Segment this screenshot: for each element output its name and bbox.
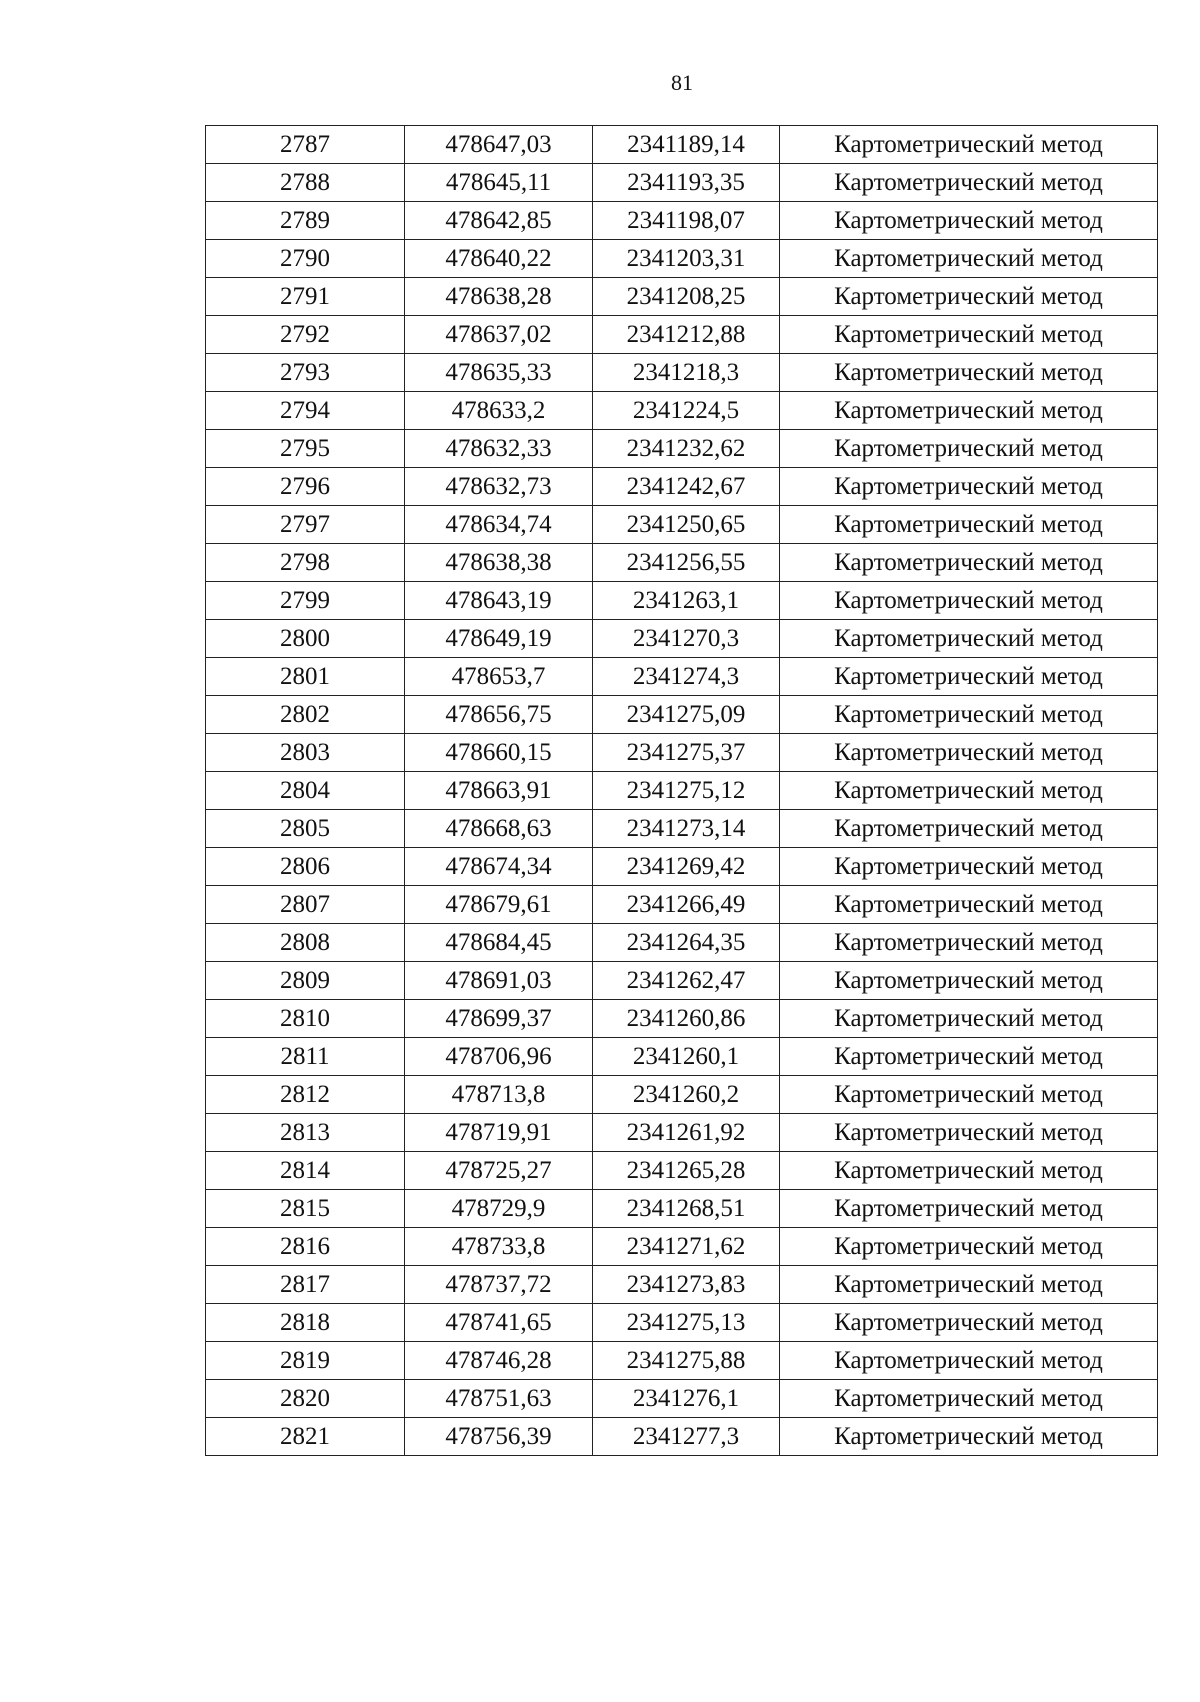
- method-cell: Картометрический метод: [780, 734, 1158, 772]
- y-coordinate-cell: 2341264,35: [593, 924, 780, 962]
- table-row: [206, 886, 1158, 924]
- x-coordinate-cell: 478699,37: [405, 1000, 593, 1038]
- x-coordinate-cell: 478660,15: [405, 734, 593, 772]
- table-row: [206, 1190, 1158, 1228]
- method-cell: Картометрический метод: [780, 1038, 1158, 1076]
- x-coordinate-cell: 478751,63: [405, 1380, 593, 1418]
- y-coordinate-cell: 2341274,3: [593, 658, 780, 696]
- table-row: [206, 1114, 1158, 1152]
- x-coordinate-cell: 478635,33: [405, 354, 593, 392]
- point-number-cell: 2800: [206, 620, 405, 658]
- y-coordinate-cell: 2341275,12: [593, 772, 780, 810]
- y-coordinate-cell: 2341269,42: [593, 848, 780, 886]
- method-cell: Картометрический метод: [780, 1152, 1158, 1190]
- y-coordinate-cell: 2341261,92: [593, 1114, 780, 1152]
- x-coordinate-cell: 478741,65: [405, 1304, 593, 1342]
- y-coordinate-cell: 2341268,51: [593, 1190, 780, 1228]
- method-cell: Картометрический метод: [780, 506, 1158, 544]
- point-number-cell: 2794: [206, 392, 405, 430]
- x-coordinate-cell: 478679,61: [405, 886, 593, 924]
- table-row: [206, 506, 1158, 544]
- x-coordinate-cell: 478647,03: [405, 126, 593, 164]
- table-row: [206, 392, 1158, 430]
- y-coordinate-cell: 2341218,3: [593, 354, 780, 392]
- method-cell: Картометрический метод: [780, 620, 1158, 658]
- point-number-cell: 2820: [206, 1380, 405, 1418]
- point-number-cell: 2804: [206, 772, 405, 810]
- method-cell: Картометрический метод: [780, 164, 1158, 202]
- x-coordinate-cell: 478637,02: [405, 316, 593, 354]
- y-coordinate-cell: 2341265,28: [593, 1152, 780, 1190]
- method-cell: Картометрический метод: [780, 810, 1158, 848]
- x-coordinate-cell: 478756,39: [405, 1418, 593, 1456]
- point-number-cell: 2795: [206, 430, 405, 468]
- method-cell: Картометрический метод: [780, 696, 1158, 734]
- table-row: [206, 924, 1158, 962]
- method-cell: Картометрический метод: [780, 354, 1158, 392]
- table-row: [206, 1266, 1158, 1304]
- x-coordinate-cell: 478649,19: [405, 620, 593, 658]
- x-coordinate-cell: 478638,28: [405, 278, 593, 316]
- x-coordinate-cell: 478737,72: [405, 1266, 593, 1304]
- method-cell: Картометрический метод: [780, 1342, 1158, 1380]
- table-row: [206, 430, 1158, 468]
- y-coordinate-cell: 2341189,14: [593, 126, 780, 164]
- point-number-cell: 2787: [206, 126, 405, 164]
- method-cell: Картометрический метод: [780, 886, 1158, 924]
- y-coordinate-cell: 2341224,5: [593, 392, 780, 430]
- x-coordinate-cell: 478640,22: [405, 240, 593, 278]
- method-cell: Картометрический метод: [780, 468, 1158, 506]
- table-row: [206, 278, 1158, 316]
- x-coordinate-cell: 478729,9: [405, 1190, 593, 1228]
- point-number-cell: 2821: [206, 1418, 405, 1456]
- x-coordinate-cell: 478638,38: [405, 544, 593, 582]
- y-coordinate-cell: 2341276,1: [593, 1380, 780, 1418]
- method-cell: Картометрический метод: [780, 202, 1158, 240]
- x-coordinate-cell: 478725,27: [405, 1152, 593, 1190]
- table-row: [206, 354, 1158, 392]
- y-coordinate-cell: 2341260,1: [593, 1038, 780, 1076]
- method-cell: Картометрический метод: [780, 1190, 1158, 1228]
- point-number-cell: 2807: [206, 886, 405, 924]
- table-row: [206, 164, 1158, 202]
- page-number: 81: [671, 70, 693, 95]
- point-number-cell: 2792: [206, 316, 405, 354]
- method-cell: Картометрический метод: [780, 924, 1158, 962]
- table-row: [206, 620, 1158, 658]
- method-cell: Картометрический метод: [780, 278, 1158, 316]
- x-coordinate-cell: 478643,19: [405, 582, 593, 620]
- point-number-cell: 2812: [206, 1076, 405, 1114]
- table-row: [206, 696, 1158, 734]
- table-row: [206, 962, 1158, 1000]
- point-number-cell: 2796: [206, 468, 405, 506]
- method-cell: Картометрический метод: [780, 430, 1158, 468]
- y-coordinate-cell: 2341266,49: [593, 886, 780, 924]
- y-coordinate-cell: 2341263,1: [593, 582, 780, 620]
- point-number-cell: 2813: [206, 1114, 405, 1152]
- x-coordinate-cell: 478733,8: [405, 1228, 593, 1266]
- method-cell: Картометрический метод: [780, 1114, 1158, 1152]
- table-row: [206, 1380, 1158, 1418]
- point-number-cell: 2815: [206, 1190, 405, 1228]
- point-number-cell: 2816: [206, 1228, 405, 1266]
- y-coordinate-cell: 2341277,3: [593, 1418, 780, 1456]
- method-cell: Картометрический метод: [780, 1228, 1158, 1266]
- method-cell: Картометрический метод: [780, 392, 1158, 430]
- method-cell: Картометрический метод: [780, 1418, 1158, 1456]
- point-number-cell: 2817: [206, 1266, 405, 1304]
- x-coordinate-cell: 478674,34: [405, 848, 593, 886]
- x-coordinate-cell: 478656,75: [405, 696, 593, 734]
- method-cell: Картометрический метод: [780, 772, 1158, 810]
- x-coordinate-cell: 478713,8: [405, 1076, 593, 1114]
- table-row: [206, 1038, 1158, 1076]
- method-cell: Картометрический метод: [780, 544, 1158, 582]
- table-row: [206, 240, 1158, 278]
- method-cell: Картометрический метод: [780, 1266, 1158, 1304]
- x-coordinate-cell: 478691,03: [405, 962, 593, 1000]
- y-coordinate-cell: 2341198,07: [593, 202, 780, 240]
- y-coordinate-cell: 2341273,14: [593, 810, 780, 848]
- point-number-cell: 2802: [206, 696, 405, 734]
- table-row: [206, 202, 1158, 240]
- x-coordinate-cell: 478633,2: [405, 392, 593, 430]
- point-number-cell: 2810: [206, 1000, 405, 1038]
- y-coordinate-cell: 2341256,55: [593, 544, 780, 582]
- point-number-cell: 2791: [206, 278, 405, 316]
- method-cell: Картометрический метод: [780, 126, 1158, 164]
- table-row: [206, 1342, 1158, 1380]
- point-number-cell: 2808: [206, 924, 405, 962]
- y-coordinate-cell: 2341271,62: [593, 1228, 780, 1266]
- y-coordinate-cell: 2341273,83: [593, 1266, 780, 1304]
- coordinates-table: [205, 125, 1158, 1456]
- method-cell: Картометрический метод: [780, 1380, 1158, 1418]
- y-coordinate-cell: 2341232,62: [593, 430, 780, 468]
- point-number-cell: 2814: [206, 1152, 405, 1190]
- method-cell: Картометрический метод: [780, 962, 1158, 1000]
- point-number-cell: 2790: [206, 240, 405, 278]
- y-coordinate-cell: 2341275,09: [593, 696, 780, 734]
- point-number-cell: 2818: [206, 1304, 405, 1342]
- x-coordinate-cell: 478645,11: [405, 164, 593, 202]
- point-number-cell: 2811: [206, 1038, 405, 1076]
- point-number-cell: 2819: [206, 1342, 405, 1380]
- point-number-cell: 2788: [206, 164, 405, 202]
- x-coordinate-cell: 478746,28: [405, 1342, 593, 1380]
- table-row: [206, 1228, 1158, 1266]
- point-number-cell: 2806: [206, 848, 405, 886]
- table-row: [206, 658, 1158, 696]
- x-coordinate-cell: 478653,7: [405, 658, 593, 696]
- x-coordinate-cell: 478668,63: [405, 810, 593, 848]
- method-cell: Картометрический метод: [780, 1000, 1158, 1038]
- table-body: [206, 126, 1158, 1456]
- x-coordinate-cell: 478684,45: [405, 924, 593, 962]
- method-cell: Картометрический метод: [780, 1076, 1158, 1114]
- x-coordinate-cell: 478632,33: [405, 430, 593, 468]
- y-coordinate-cell: 2341275,88: [593, 1342, 780, 1380]
- table-row: [206, 848, 1158, 886]
- point-number-cell: 2798: [206, 544, 405, 582]
- table-row: [206, 1304, 1158, 1342]
- y-coordinate-cell: 2341260,2: [593, 1076, 780, 1114]
- x-coordinate-cell: 478642,85: [405, 202, 593, 240]
- method-cell: Картометрический метод: [780, 658, 1158, 696]
- x-coordinate-cell: 478706,96: [405, 1038, 593, 1076]
- x-coordinate-cell: 478634,74: [405, 506, 593, 544]
- method-cell: Картометрический метод: [780, 582, 1158, 620]
- point-number-cell: 2789: [206, 202, 405, 240]
- point-number-cell: 2805: [206, 810, 405, 848]
- table-row: [206, 582, 1158, 620]
- y-coordinate-cell: 2341242,67: [593, 468, 780, 506]
- point-number-cell: 2809: [206, 962, 405, 1000]
- point-number-cell: 2797: [206, 506, 405, 544]
- x-coordinate-cell: 478663,91: [405, 772, 593, 810]
- y-coordinate-cell: 2341262,47: [593, 962, 780, 1000]
- method-cell: Картометрический метод: [780, 240, 1158, 278]
- y-coordinate-cell: 2341193,35: [593, 164, 780, 202]
- point-number-cell: 2793: [206, 354, 405, 392]
- table-row: [206, 810, 1158, 848]
- method-cell: Картометрический метод: [780, 316, 1158, 354]
- table-row: [206, 1418, 1158, 1456]
- y-coordinate-cell: 2341270,3: [593, 620, 780, 658]
- y-coordinate-cell: 2341212,88: [593, 316, 780, 354]
- table-row: [206, 1076, 1158, 1114]
- point-number-cell: 2799: [206, 582, 405, 620]
- table-row: [206, 126, 1158, 164]
- table-row: [206, 1000, 1158, 1038]
- table-row: [206, 468, 1158, 506]
- x-coordinate-cell: 478632,73: [405, 468, 593, 506]
- y-coordinate-cell: 2341275,13: [593, 1304, 780, 1342]
- table-row: [206, 734, 1158, 772]
- table-row: [206, 1152, 1158, 1190]
- y-coordinate-cell: 2341203,31: [593, 240, 780, 278]
- y-coordinate-cell: 2341250,65: [593, 506, 780, 544]
- y-coordinate-cell: 2341208,25: [593, 278, 780, 316]
- y-coordinate-cell: 2341275,37: [593, 734, 780, 772]
- method-cell: Картометрический метод: [780, 1304, 1158, 1342]
- point-number-cell: 2803: [206, 734, 405, 772]
- method-cell: Картометрический метод: [780, 848, 1158, 886]
- table-row: [206, 772, 1158, 810]
- y-coordinate-cell: 2341260,86: [593, 1000, 780, 1038]
- x-coordinate-cell: 478719,91: [405, 1114, 593, 1152]
- table-row: [206, 544, 1158, 582]
- point-number-cell: 2801: [206, 658, 405, 696]
- table-row: [206, 316, 1158, 354]
